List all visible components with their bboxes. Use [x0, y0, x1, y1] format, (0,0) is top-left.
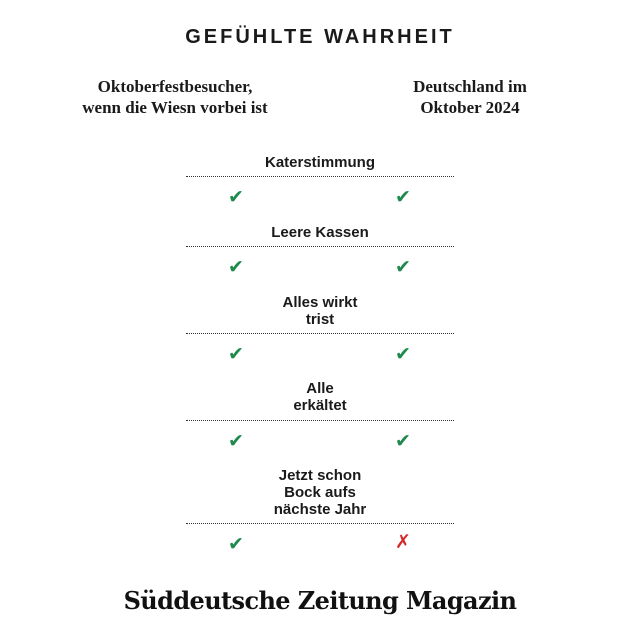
- row-3-label: [180, 294, 460, 328]
- row-3-divider: [186, 333, 454, 334]
- row-4-label-line-1: Alle: [306, 380, 334, 397]
- column-header-right-line-1: Deutschland im: [413, 77, 527, 96]
- row-4-label: [180, 380, 460, 414]
- row-2-right-check-icon: ✔: [395, 256, 411, 278]
- row-5-label-line-2: Bock aufs: [284, 484, 356, 501]
- row-5-label-line-1: Jetzt schon: [278, 467, 362, 484]
- row-5-label-line-3: nächste Jahr: [273, 501, 367, 518]
- row-3-left-check-icon: ✔: [228, 343, 244, 365]
- column-header-left-line-2: wenn die Wiesn vorbei ist: [82, 98, 268, 117]
- row-1-label-line-1: Katerstimmung: [264, 154, 376, 171]
- row-2-label-line-1: Leere Kassen: [271, 224, 369, 241]
- row-1-right-check-icon: ✔: [395, 186, 411, 208]
- row-1-left-check-icon: ✔: [228, 186, 244, 208]
- row-5-right-cross-icon: ✗: [395, 531, 411, 553]
- row-2-label: [180, 224, 460, 241]
- row-5-label: [180, 467, 460, 518]
- row-4-label-line-2: erkältet: [293, 397, 347, 414]
- row-1-divider: [186, 176, 454, 177]
- row-4-left-check-icon: ✔: [228, 430, 244, 452]
- row-3-right-check-icon: ✔: [395, 343, 411, 365]
- row-4-divider: [186, 420, 454, 421]
- row-5-divider: [186, 523, 454, 524]
- column-header-right: [370, 76, 570, 118]
- row-4-right-check-icon: ✔: [395, 430, 411, 452]
- row-2-left-check-icon: ✔: [228, 256, 244, 278]
- row-2-divider: [186, 246, 454, 247]
- row-1-label: [180, 154, 460, 171]
- row-5-left-check-icon: ✔: [228, 533, 244, 555]
- column-header-left: [40, 76, 310, 118]
- row-3-label-line-1: Alles wirkt: [282, 294, 358, 311]
- headline: GEFÜHLTE WAHRHEIT: [185, 26, 455, 48]
- row-3-label-line-2: trist: [305, 311, 335, 328]
- sz-magazin-logo: Süddeutsche Zeitung Magazin: [123, 586, 517, 615]
- column-header-left-line-1: Oktoberfestbesucher,: [97, 77, 253, 96]
- column-header-right-line-2: Oktober 2024: [420, 98, 520, 117]
